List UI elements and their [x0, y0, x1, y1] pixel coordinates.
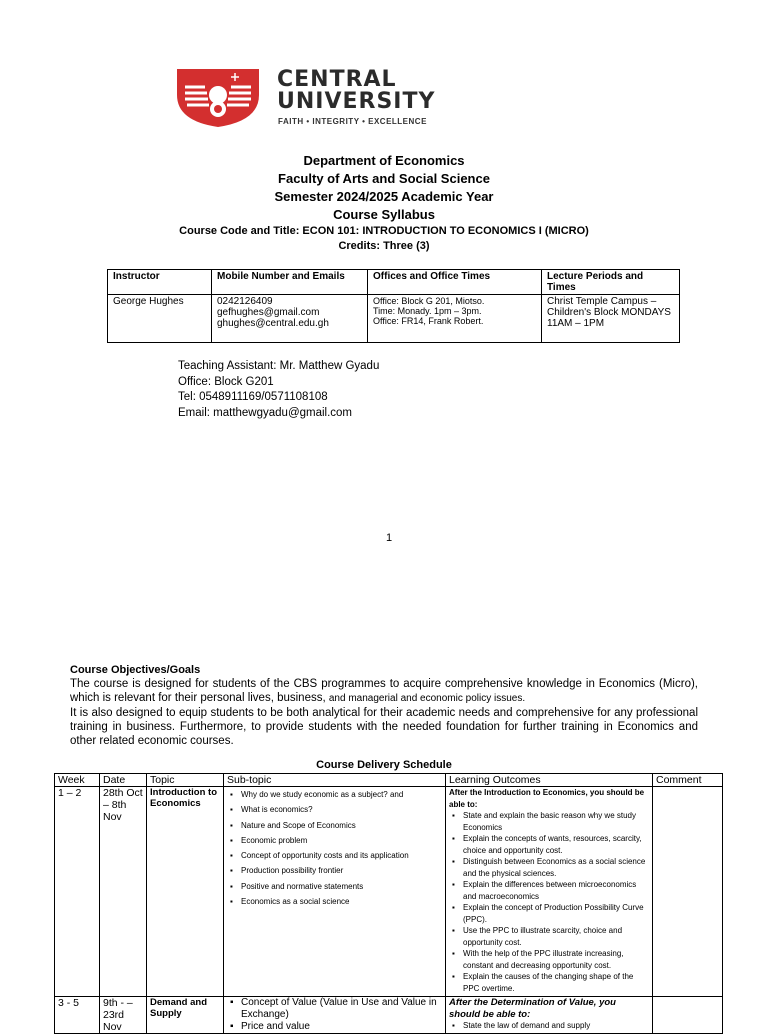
schedule-title: Course Delivery Schedule [316, 759, 452, 771]
row2-comment [653, 997, 723, 1034]
list-item: ▪ Production possibility frontier [241, 863, 442, 878]
objectives-section [70, 663, 698, 748]
col-subtopic: Sub-topic [224, 774, 446, 787]
office-line1: Office: Block G 201, Miotso. [373, 296, 485, 306]
lecture-times [542, 295, 680, 343]
row1-outcomes [446, 787, 653, 997]
credits-heading: Credits: Three (3) [338, 240, 430, 252]
row1-date: 28th Oct – 8th Nov [100, 787, 147, 997]
row1-comment [653, 787, 723, 997]
col-comment: Comment [653, 774, 723, 787]
lecture-line2: Children's Block MONDAYS [547, 307, 671, 318]
row1-topic: Introduction to Economics [147, 787, 224, 997]
lecture-line1: Christ Temple Campus – [547, 296, 657, 307]
logo-motto: FAITH • INTEGRITY • EXCELLENCE [278, 117, 427, 126]
schedule-table [54, 773, 723, 1034]
ta-email[interactable]: Email: matthewgyadu@gmail.com [178, 406, 353, 419]
row2-date: 9th - –23rd Nov [100, 997, 147, 1034]
instructor-contact [212, 295, 368, 343]
dept-heading: Department of Economics [303, 153, 465, 168]
instructor-name: George Hughes [108, 295, 212, 343]
list-item: ▪ State the law of demand and supply [463, 1020, 649, 1032]
list-item: ▪ Explain the concepts of wants, resources, scarcity, choice and opportunity cost. [463, 833, 649, 856]
list-item: ▪ Why do we study economic as a subject? and [241, 787, 442, 802]
list-item: ▪ Distinguish between Economics as a social science and the physical sciences. [463, 856, 649, 879]
row2-subtopics [224, 997, 446, 1034]
table-row [55, 787, 723, 997]
table-row [55, 997, 723, 1034]
page-number: 1 [386, 532, 393, 544]
list-item: ▪ Economics as a social science [241, 894, 442, 909]
instructor-email2[interactable]: ghughes@central.edu.gh [217, 318, 329, 329]
outcomes-intro: After the Introduction to Economics, you should be able to: [449, 788, 645, 809]
col-offices: Offices and Office Times [368, 270, 542, 295]
col-date: Date [100, 774, 147, 787]
objectives-title: Course Objectives/Goals [70, 664, 201, 676]
logo-name2: UNIVERSITY [277, 89, 436, 114]
ta-tel: Tel: 0548911169/0571108108 [178, 391, 328, 403]
row2-topic: Demand and Supply [147, 997, 224, 1034]
syllabus-heading: Course Syllabus [333, 207, 435, 222]
list-item: ▪ What is economics? [241, 802, 442, 817]
objectives-p1b: and managerial and economic policy issues. [328, 693, 526, 704]
logo-name: CENTRAL [277, 67, 397, 92]
list-item: ▪ Concept of opportunity costs and its application [241, 848, 442, 863]
list-item: ▪ Nature and Scope of Economics [241, 818, 442, 833]
office-line2: Time: Monady. 1pm – 3pm. [373, 306, 482, 316]
faculty-heading: Faculty of Arts and Social Science [278, 171, 490, 186]
list-item: ▪ State and explain the basic reason why we study Economics [463, 810, 649, 833]
objectives-p1 [70, 677, 698, 706]
lecture-line3: 11AM – 1PM [547, 318, 605, 329]
teaching-assistant-block [178, 359, 379, 421]
list-item: ▪ Economic problem [241, 833, 442, 848]
row2-outcomes [446, 997, 653, 1034]
semester-heading: Semester 2024/2025 Academic Year [274, 189, 494, 204]
objectives-p2: It is also designed to equip students to be both analytical for their academic needs and comprehensive for any professional training in business. Furthermore, to provide students with the needed foundation for further training in Economics and other related economic courses. [70, 707, 698, 747]
list-item: ▪ With the help of the PPC illustrate increasing, constant and decreasing opportunity cost. [463, 948, 649, 971]
list-item: ▪ Price and value [241, 1021, 442, 1033]
instructor-table [107, 269, 680, 343]
row1-subtopics [224, 787, 446, 997]
ta-office: Office: Block G201 [178, 375, 274, 388]
list-item: ▪ Positive and normative statements [241, 879, 442, 894]
row1-week: 1 – 2 [55, 787, 100, 997]
list-item: ▪ Explain the differences between microeconomics and macroeconomics [463, 879, 649, 902]
col-mobile: Mobile Number and Emails [212, 270, 368, 295]
instructor-office [368, 295, 542, 343]
list-item: ▪ Use the PPC to illustrate scarcity, choice and opportunity cost. [463, 925, 649, 948]
row2-week: 3 - 5 [55, 997, 100, 1034]
university-logo [175, 65, 470, 129]
list-item: ▪ Explain the causes of the changing shape of the PPC overtime. [463, 971, 649, 994]
ta-name: Teaching Assistant: Mr. Matthew Gyadu [178, 360, 380, 372]
instructor-phone: 0242126409 [217, 296, 273, 307]
crest-icon [175, 65, 261, 129]
list-item: ▪ Explain the concept of Production Possibility Curve (PPC). [463, 902, 649, 925]
col-topic: Topic [147, 774, 224, 787]
list-item: ▪ Concept of Value (Value in Use and Value in Exchange) [241, 997, 442, 1021]
col-week: Week [55, 774, 100, 787]
col-lecture: Lecture Periods and Times [542, 270, 680, 295]
office-line3: Office: FR14, Frank Robert. [373, 316, 484, 326]
course-heading: Course Code and Title: ECON 101: INTRODUCTION TO ECONOMICS I (MICRO) [179, 225, 589, 237]
instructor-email1[interactable]: gefhughes@gmail.com [217, 307, 320, 318]
outcomes-intro: After the Determination of Value, you should be able to: [449, 997, 616, 1020]
col-outcomes: Learning Outcomes [446, 774, 653, 787]
col-instructor: Instructor [108, 270, 212, 295]
objectives-p1a: The course is designed for students of the CBS programmes to acquire comprehensive knowledge in Economics (Micro), which is relevant for their personal lives, business, [70, 678, 698, 704]
